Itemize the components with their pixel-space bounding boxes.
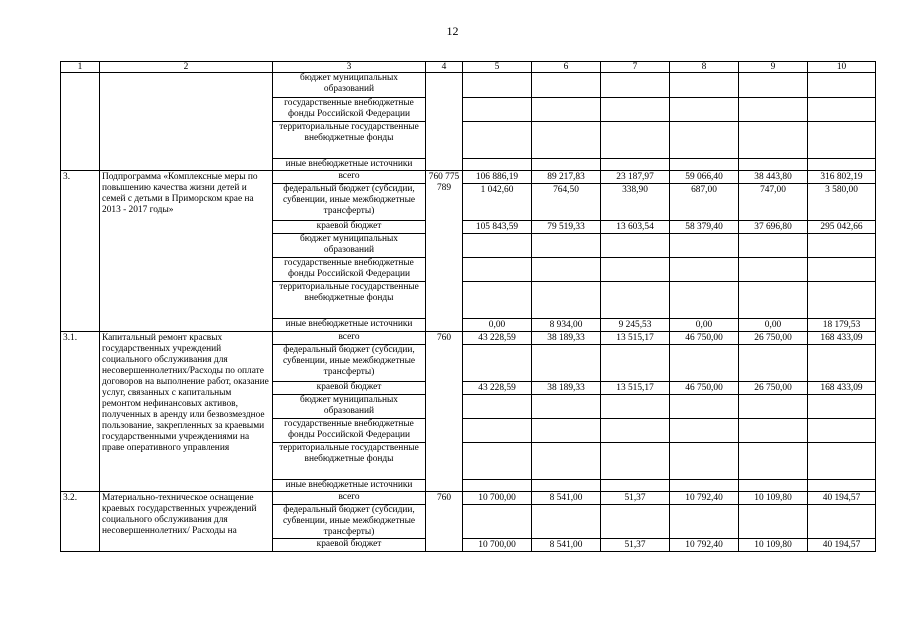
value-cell: 764,50 <box>532 184 601 221</box>
value-cell: 0,00 <box>739 319 808 332</box>
header-cell: 2 <box>100 62 273 73</box>
source-label: всего <box>273 171 426 184</box>
item-name: Материально-техническое оснащение краевых государственных учреждений социального обслуживания для несовершеннолетних/ Расходы на <box>100 492 273 552</box>
source-label: краевой бюджет <box>273 382 426 395</box>
header-cell: 10 <box>808 62 876 73</box>
source-label: всего <box>273 332 426 345</box>
value-cell: 168 433,09 <box>808 332 876 345</box>
header-row <box>61 62 876 73</box>
value-cell: 9 245,53 <box>601 319 670 332</box>
table-row <box>61 73 876 98</box>
value-cell: 18 179,53 <box>808 319 876 332</box>
header-cell: 9 <box>739 62 808 73</box>
value-cell: 10 700,00 <box>463 539 532 552</box>
item-name: Капитальный ремонт красвых государственных учреждений социального обслуживания для несовершеннолетних/Расходы по оплате договоров на выполнение работ, оказание услуг, связанных с капитальным ремонтом нефинансовых активов, полученных в аренду или безвозмездное пользование, закрепленных за краевыми государственными учреждениями на праве оперативного управления <box>100 332 273 492</box>
value-cell: 38 443,80 <box>739 171 808 184</box>
value-cell: 10 109,80 <box>739 539 808 552</box>
value-cell: 295 042,66 <box>808 221 876 234</box>
value-cell: 46 750,00 <box>670 382 739 395</box>
value-cell: 0,00 <box>463 319 532 332</box>
value-cell: 40 194,57 <box>808 492 876 505</box>
value-cell: 79 519,33 <box>532 221 601 234</box>
source-label: федеральный бюджет (субсидии, субвенции, иные межбюджетные трансферты) <box>273 505 426 539</box>
value-cell: 38 189,33 <box>532 382 601 395</box>
item-code: 760 <box>426 492 463 552</box>
value-cell: 10 700,00 <box>463 492 532 505</box>
source-label: бюджет муниципальных образований <box>273 395 426 419</box>
value-cell: 23 187,97 <box>601 171 670 184</box>
value-cell: 46 750,00 <box>670 332 739 345</box>
value-cell: 43 228,59 <box>463 382 532 395</box>
header-cell: 7 <box>601 62 670 73</box>
item-number: 3.2. <box>61 492 100 552</box>
source-label: краевой бюджет <box>273 539 426 552</box>
value-cell: 8 541,00 <box>532 492 601 505</box>
source-label: бюджет муниципальных образований <box>273 73 426 98</box>
value-cell: 0,00 <box>670 319 739 332</box>
item-code <box>426 73 463 171</box>
value-cell: 51,37 <box>601 492 670 505</box>
value-cell: 338,90 <box>601 184 670 221</box>
source-label: иные внебюджетные источники <box>273 159 426 171</box>
value-cell: 51,37 <box>601 539 670 552</box>
value-cell: 37 696,80 <box>739 221 808 234</box>
table-row <box>61 492 876 505</box>
value-cell: 38 189,33 <box>532 332 601 345</box>
header-cell: 3 <box>273 62 426 73</box>
value-cell: 687,00 <box>670 184 739 221</box>
source-label: государственные внебюджетные фонды Российской Федерации <box>273 419 426 443</box>
value-cell: 3 580,00 <box>808 184 876 221</box>
source-label: иные внебюджетные источники <box>273 319 426 332</box>
value-cell: 59 066,40 <box>670 171 739 184</box>
source-label: федеральный бюджет (субсидии, субвенции, иные межбюджетные трансферты) <box>273 184 426 221</box>
header-cell: 5 <box>463 62 532 73</box>
value-cell: 10 792,40 <box>670 539 739 552</box>
value-cell: 106 886,19 <box>463 171 532 184</box>
source-label: федеральный бюджет (субсидии, субвенции, иные межбюджетные трансферты) <box>273 345 426 382</box>
item-number: 3. <box>61 171 100 332</box>
value-cell: 13 515,17 <box>601 332 670 345</box>
page-number: 12 <box>446 24 459 38</box>
source-label: территориальные государственные внебюджетные фонды <box>273 122 426 159</box>
value-cell: 8 541,00 <box>532 539 601 552</box>
value-cell: 747,00 <box>739 184 808 221</box>
value-cell: 10 109,80 <box>739 492 808 505</box>
header-cell: 6 <box>532 62 601 73</box>
value-cell: 8 934,00 <box>532 319 601 332</box>
value-cell: 316 802,19 <box>808 171 876 184</box>
source-label: всего <box>273 492 426 505</box>
source-label: государственные внебюджетные фонды Российской Федерации <box>273 98 426 122</box>
value-cell: 13 515,17 <box>601 382 670 395</box>
item-number: 3.1. <box>61 332 100 492</box>
value-cell: 58 379,40 <box>670 221 739 234</box>
value-cell: 26 750,00 <box>739 382 808 395</box>
value-cell: 26 750,00 <box>739 332 808 345</box>
value-cell: 168 433,09 <box>808 382 876 395</box>
value-cell: 40 194,57 <box>808 539 876 552</box>
item-code: 760 775 789 <box>426 171 463 332</box>
item-name <box>100 73 273 171</box>
budget-table <box>60 61 876 552</box>
item-code: 760 <box>426 332 463 492</box>
item-name: Подпрограмма «Комплексные меры по повышению качества жизни детей и семей с детьми в Приморском крае на 2013 - 2017 годы» <box>100 171 273 332</box>
source-label: иные внебюджетные источники <box>273 480 426 492</box>
header-cell: 4 <box>426 62 463 73</box>
source-label: территориальные государственные внебюджетные фонды <box>273 443 426 480</box>
header-cell: 1 <box>61 62 100 73</box>
value-cell: 105 843,59 <box>463 221 532 234</box>
header-cell: 8 <box>670 62 739 73</box>
value-cell: 13 603,54 <box>601 221 670 234</box>
value-cell: 1 042,60 <box>463 184 532 221</box>
source-label: территориальные государственные внебюджетные фонды <box>273 282 426 319</box>
source-label: государственные внебюджетные фонды Российской Федерации <box>273 258 426 282</box>
table-row <box>61 332 876 345</box>
source-label: бюджет муниципальных образований <box>273 234 426 258</box>
value-cell: 10 792,40 <box>670 492 739 505</box>
value-cell: 43 228,59 <box>463 332 532 345</box>
value-cell: 89 217,83 <box>532 171 601 184</box>
table-row <box>61 171 876 184</box>
item-number <box>61 73 100 171</box>
source-label: краевой бюджет <box>273 221 426 234</box>
